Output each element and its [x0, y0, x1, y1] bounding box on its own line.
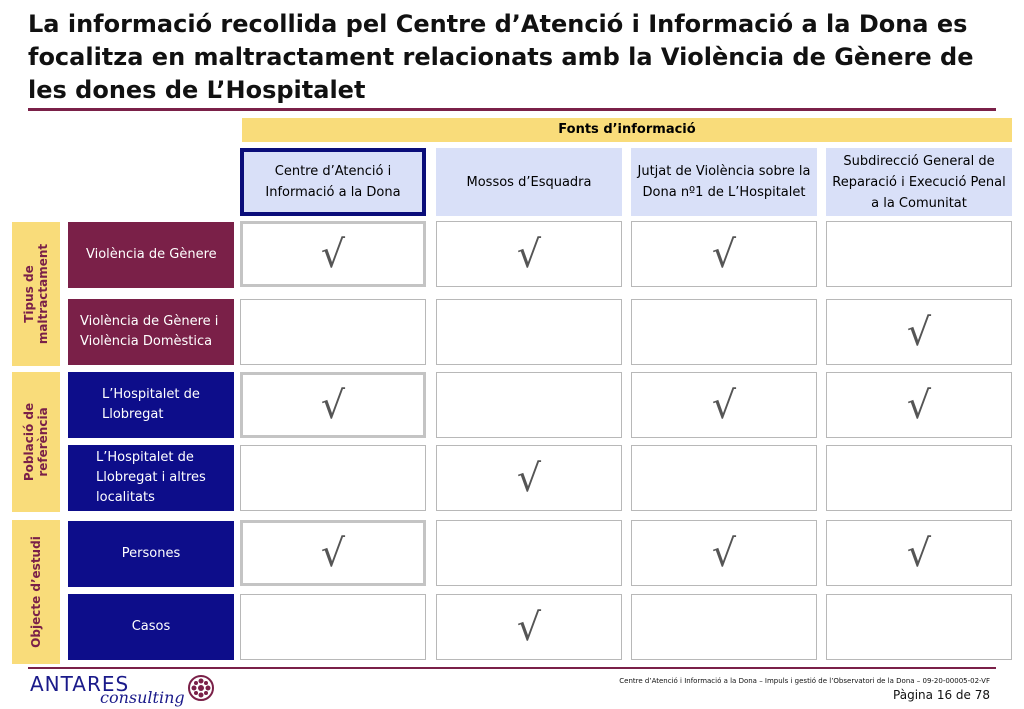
check-cell: √ [240, 221, 426, 287]
footer-document-reference: Centre d’Atenció i Informació a la Dona – Impuls i gestió de l’Observatori de la Dona – 09-20-00005-02-VF [619, 677, 990, 685]
check-cell: √ [826, 299, 1012, 365]
column-header-mossos [436, 148, 622, 216]
check-cell: √ [631, 221, 817, 287]
check-cell: √ [631, 520, 817, 586]
check-cell [631, 445, 817, 511]
check-cell [240, 445, 426, 511]
column-header-jutjat [631, 148, 817, 216]
footer-divider [28, 667, 996, 669]
check-cell [436, 299, 622, 365]
check-cell: √ [436, 445, 622, 511]
check-cell [826, 445, 1012, 511]
check-cell: √ [826, 520, 1012, 586]
row-header: Violència de Gènere i Violència Domèstica [68, 299, 234, 365]
check-cell: √ [631, 372, 817, 438]
check-cell: √ [826, 372, 1012, 438]
group-label: Objecte d’estudi [29, 536, 43, 648]
group-tipus-maltractament [12, 222, 60, 366]
check-cell [240, 299, 426, 365]
brand-flower-icon [187, 674, 215, 702]
check-cell [826, 594, 1012, 660]
column-header-label: Centre d’Atenció i Informació a la Dona [265, 164, 401, 200]
column-header-subdireccio [826, 148, 1012, 216]
check-cell: √ [436, 594, 622, 660]
column-header-label: Subdirecció General de Reparació i Execució Penal a la Comunitat [832, 153, 1006, 211]
check-cell [631, 594, 817, 660]
column-header-cai [240, 148, 426, 216]
row-header: Persones [68, 521, 234, 587]
check-cell [826, 221, 1012, 287]
column-header-label: Jutjat de Violència sobre la Dona nº1 de L’Hospitalet [637, 164, 811, 200]
check-cell [436, 372, 622, 438]
check-cell [631, 299, 817, 365]
row-header: Casos [68, 594, 234, 660]
check-cell: √ [240, 372, 426, 438]
group-label: Població de referència [22, 402, 50, 482]
page-title: La informació recollida pel Centre d’Atenció i Informació a la Dona es focalitza en maltractament relacionats amb la Violència de Gènere de les dones de L’Hospitalet [28, 10, 974, 104]
check-cell [240, 594, 426, 660]
row-header: Violència de Gènere [68, 222, 234, 288]
brand-logo-subtext: consulting [100, 688, 185, 707]
title-divider [28, 108, 996, 111]
group-objecte-estudi [12, 520, 60, 664]
page-number: Pàgina 16 de 78 [893, 688, 990, 702]
check-cell: √ [240, 520, 426, 586]
column-header-label: Mossos d’Esquadra [466, 174, 592, 190]
sources-header: Fonts d’informació [242, 118, 1012, 142]
group-label: Tipus de maltractament [22, 243, 50, 345]
brand-logo-text: ANTARES [30, 672, 130, 696]
row-header: L’Hospitalet de Llobregat [68, 372, 234, 438]
check-cell [436, 520, 622, 586]
row-header: L’Hospitalet de Llobregat i altres localitats [68, 445, 234, 511]
check-cell: √ [436, 221, 622, 287]
group-poblacio-referencia [12, 372, 60, 512]
